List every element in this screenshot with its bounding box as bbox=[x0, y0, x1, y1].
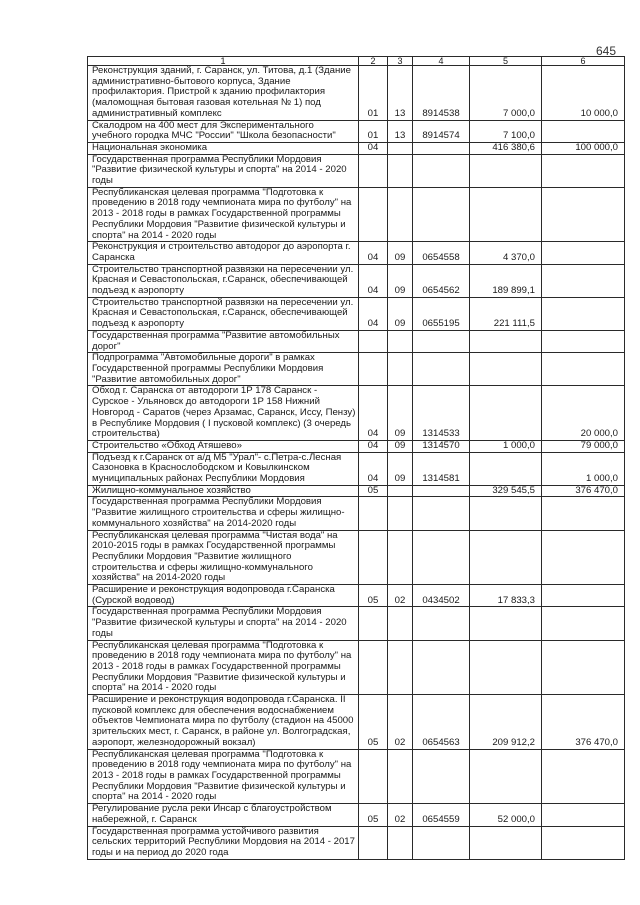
subsection-code-cell bbox=[388, 154, 413, 187]
table-row bbox=[88, 804, 625, 826]
section-code-cell bbox=[359, 353, 388, 386]
amount-2014-cell: 7 000,0 bbox=[470, 66, 542, 121]
section-code-cell: 05 bbox=[359, 695, 388, 750]
amount-2015-cell bbox=[542, 804, 625, 826]
target-code-cell bbox=[413, 749, 470, 804]
subsection-code-cell bbox=[388, 142, 413, 154]
amount-2014-cell bbox=[470, 386, 542, 441]
section-code-cell: 04 bbox=[359, 452, 388, 485]
row-name-cell: Подъезд к г.Саранск от а/д М5 "Урал"- с.Петра-с.Лесная Сазоновка в Краснослободском и Ковылкинском муниципальных районах Республики Мордовия bbox=[88, 452, 359, 485]
amount-2015-cell bbox=[542, 607, 625, 640]
row-name-cell: Республиканская целевая программа "Чистая вода" на 2010-2015 годы в рамках Государственной программы Республики Мордовия "Развитие жилищного строительства и сферы жилищно-коммунального хозяйства" на 2014-2020 годы bbox=[88, 530, 359, 585]
table-row bbox=[88, 142, 625, 154]
table-row bbox=[88, 530, 625, 585]
amount-2014-cell: 221 111,5 bbox=[470, 297, 542, 330]
row-name-cell: Государственная программа Республики Мордовия "Развитие физической культуры и спорта" на 2014 - 2020 годы bbox=[88, 154, 359, 187]
subsection-code-cell bbox=[388, 530, 413, 585]
amount-2015-cell bbox=[542, 154, 625, 187]
table-row bbox=[88, 440, 625, 452]
section-code-cell: 04 bbox=[359, 440, 388, 452]
table-row bbox=[88, 187, 625, 242]
table-row bbox=[88, 264, 625, 297]
target-code-cell: 0654563 bbox=[413, 695, 470, 750]
subsection-code-cell bbox=[388, 187, 413, 242]
target-code-cell bbox=[413, 330, 470, 352]
subsection-code-cell bbox=[388, 826, 413, 859]
table-row bbox=[88, 497, 625, 530]
amount-2014-cell bbox=[470, 452, 542, 485]
amount-2014-cell bbox=[470, 497, 542, 530]
table-row bbox=[88, 66, 625, 121]
row-name-cell: Регулирование русла реки Инсар с благоустройством набережной, г. Саранск bbox=[88, 804, 359, 826]
amount-2014-cell: 329 545,5 bbox=[470, 485, 542, 497]
amount-2014-cell bbox=[470, 826, 542, 859]
target-code-cell bbox=[413, 485, 470, 497]
amount-2015-cell: 79 000,0 bbox=[542, 440, 625, 452]
row-name-cell: Реконструкция зданий, г. Саранск, ул. Титова, д.1 (Здание административно-бытового корпуса, Здание профилактория. Пристрой к зданию профилактория (маломощная бытовая газовая котельная № 1) под административный комплекс bbox=[88, 66, 359, 121]
target-code-cell bbox=[413, 497, 470, 530]
subsection-code-cell: 09 bbox=[388, 264, 413, 297]
row-name-cell: Национальная экономика bbox=[88, 142, 359, 154]
row-name-cell: Строительство транспортной развязки на пересечении ул. Красная и Севастопольская, г.Саранск, обеспечивающей подъезд к аэропорту bbox=[88, 264, 359, 297]
amount-2015-cell bbox=[542, 749, 625, 804]
row-name-cell: Республиканская целевая программа "Подготовка к проведению в 2018 году чемпионата мира по футболу" на 2013 - 2018 годы в рамках Государственной программы Республики Мордовия "Развитие физической культуры и спорта" на 2014 - 2020 годы bbox=[88, 187, 359, 242]
table-row bbox=[88, 749, 625, 804]
column-header: 3 bbox=[388, 57, 413, 66]
table-row bbox=[88, 826, 625, 859]
table-row bbox=[88, 297, 625, 330]
table-row bbox=[88, 120, 625, 142]
row-name-cell: Строительство транспортной развязки на пересечении ул. Красная и Севастопольская, г.Саранск, обеспечивающей подъезд к аэропорту bbox=[88, 297, 359, 330]
subsection-code-cell: 02 bbox=[388, 585, 413, 607]
amount-2015-cell: 10 000,0 bbox=[542, 66, 625, 121]
column-header: 6 bbox=[542, 57, 625, 66]
amount-2015-cell bbox=[542, 330, 625, 352]
amount-2015-cell bbox=[542, 297, 625, 330]
target-code-cell bbox=[413, 530, 470, 585]
subsection-code-cell: 09 bbox=[388, 452, 413, 485]
section-code-cell: 01 bbox=[359, 66, 388, 121]
amount-2014-cell bbox=[470, 187, 542, 242]
row-name-cell: Республиканская целевая программа "Подготовка к проведению в 2018 году чемпионата мира по футболу" на 2013 - 2018 годы в рамках Государственной программы Республики Мордовия "Развитие физической культуры и спорта" на 2014 - 2020 годы bbox=[88, 749, 359, 804]
target-code-cell bbox=[413, 154, 470, 187]
subsection-code-cell: 02 bbox=[388, 804, 413, 826]
subsection-code-cell bbox=[388, 330, 413, 352]
amount-2015-cell bbox=[542, 826, 625, 859]
row-name-cell: Государственная программа Республики Мордовия "Развитие жилищного строительства и сферы жилищно-коммунального хозяйства" на 2014-2020 годы bbox=[88, 497, 359, 530]
target-code-cell: 1314533 bbox=[413, 386, 470, 441]
section-code-cell: 05 bbox=[359, 485, 388, 497]
row-name-cell: Жилищно-коммунальное хозяйство bbox=[88, 485, 359, 497]
row-name-cell: Расширение и реконструкция водопровода г.Саранска (Сурской водовод) bbox=[88, 585, 359, 607]
column-header: 2 bbox=[359, 57, 388, 66]
row-name-cell: Расширение и реконструкция водопровода г.Саранска. II пусковой комплекс для обеспечения водоснабжением объектов Чемпионата мира по футболу (стадион на 45000 зрительских мест, г. Саранск, в районе ул. Волгоградская, аэропорт, железнодорожный вокзал) bbox=[88, 695, 359, 750]
subsection-code-cell: 09 bbox=[388, 440, 413, 452]
page-number: 645 bbox=[596, 44, 617, 58]
column-header: 5 bbox=[470, 57, 542, 66]
amount-2015-cell bbox=[542, 264, 625, 297]
subsection-code-cell: 09 bbox=[388, 297, 413, 330]
row-name-cell: Реконструкция и строительство автодорог до аэропорта г. Саранска bbox=[88, 242, 359, 264]
subsection-code-cell: 09 bbox=[388, 386, 413, 441]
amount-2014-cell: 209 912,2 bbox=[470, 695, 542, 750]
section-code-cell bbox=[359, 749, 388, 804]
target-code-cell bbox=[413, 640, 470, 695]
row-name-cell: Государственная программа устойчивого развития сельских территорий Республики Мордовия на 2014 - 2017 годы и на период до 2020 года bbox=[88, 826, 359, 859]
subsection-code-cell: 09 bbox=[388, 242, 413, 264]
section-code-cell bbox=[359, 826, 388, 859]
table-row bbox=[88, 452, 625, 485]
amount-2015-cell bbox=[542, 585, 625, 607]
table-row bbox=[88, 585, 625, 607]
section-code-cell: 04 bbox=[359, 242, 388, 264]
subsection-code-cell: 13 bbox=[388, 66, 413, 121]
subsection-code-cell bbox=[388, 640, 413, 695]
target-code-cell: 1314581 bbox=[413, 452, 470, 485]
table-header-row bbox=[88, 57, 625, 66]
amount-2014-cell: 4 370,0 bbox=[470, 242, 542, 264]
table-row bbox=[88, 242, 625, 264]
amount-2014-cell bbox=[470, 353, 542, 386]
section-code-cell bbox=[359, 497, 388, 530]
target-code-cell: 0654562 bbox=[413, 264, 470, 297]
row-name-cell: Подпрограмма "Автомобильные дороги" в рамках Государственной программы Республики Мордовия "Развитие автомобильных дорог" bbox=[88, 353, 359, 386]
budget-table bbox=[87, 56, 625, 860]
row-name-cell: Строительство «Обход Атяшево» bbox=[88, 440, 359, 452]
subsection-code-cell bbox=[388, 485, 413, 497]
column-header: 4 bbox=[413, 57, 470, 66]
subsection-code-cell bbox=[388, 497, 413, 530]
row-name-cell: Обход г. Саранска от автодороги 1Р 178 Саранск - Сурское - Ульяновск до автодороги 1Р 158 Нижний Новгород - Саратов (через Арзамас, Саранск, Иссу, Пензу) в Республике Мордовия ( I пусковой комплекс) (3 очередь строительства) bbox=[88, 386, 359, 441]
target-code-cell bbox=[413, 187, 470, 242]
target-code-cell: 1314570 bbox=[413, 440, 470, 452]
row-name-cell: Государственная программа "Развитие автомобильных дорог" bbox=[88, 330, 359, 352]
amount-2015-cell bbox=[542, 187, 625, 242]
amount-2015-cell bbox=[542, 497, 625, 530]
section-code-cell: 04 bbox=[359, 264, 388, 297]
subsection-code-cell: 13 bbox=[388, 120, 413, 142]
target-code-cell bbox=[413, 607, 470, 640]
amount-2014-cell bbox=[470, 154, 542, 187]
column-header: 1 bbox=[88, 57, 359, 66]
table-row bbox=[88, 154, 625, 187]
target-code-cell bbox=[413, 353, 470, 386]
target-code-cell bbox=[413, 826, 470, 859]
target-code-cell: 8914538 bbox=[413, 66, 470, 121]
section-code-cell bbox=[359, 187, 388, 242]
amount-2014-cell bbox=[470, 530, 542, 585]
table-row bbox=[88, 695, 625, 750]
section-code-cell bbox=[359, 607, 388, 640]
amount-2015-cell: 376 470,0 bbox=[542, 695, 625, 750]
table-row bbox=[88, 607, 625, 640]
amount-2014-cell bbox=[470, 607, 542, 640]
amount-2014-cell: 7 100,0 bbox=[470, 120, 542, 142]
target-code-cell: 0654558 bbox=[413, 242, 470, 264]
amount-2015-cell bbox=[542, 120, 625, 142]
section-code-cell: 04 bbox=[359, 297, 388, 330]
table-row bbox=[88, 640, 625, 695]
subsection-code-cell bbox=[388, 353, 413, 386]
table-row bbox=[88, 386, 625, 441]
section-code-cell: 05 bbox=[359, 585, 388, 607]
table-row bbox=[88, 353, 625, 386]
table-row bbox=[88, 330, 625, 352]
section-code-cell: 05 bbox=[359, 804, 388, 826]
amount-2015-cell bbox=[542, 242, 625, 264]
amount-2015-cell bbox=[542, 353, 625, 386]
amount-2015-cell: 376 470,0 bbox=[542, 485, 625, 497]
target-code-cell: 8914574 bbox=[413, 120, 470, 142]
amount-2014-cell: 1 000,0 bbox=[470, 440, 542, 452]
row-name-cell: Государственная программа Республики Мордовия "Развитие физической культуры и спорта" на 2014 - 2020 годы bbox=[88, 607, 359, 640]
subsection-code-cell: 02 bbox=[388, 695, 413, 750]
amount-2015-cell bbox=[542, 530, 625, 585]
amount-2015-cell: 100 000,0 bbox=[542, 142, 625, 154]
section-code-cell bbox=[359, 330, 388, 352]
amount-2014-cell bbox=[470, 749, 542, 804]
section-code-cell bbox=[359, 530, 388, 585]
target-code-cell bbox=[413, 142, 470, 154]
amount-2014-cell bbox=[470, 640, 542, 695]
section-code-cell: 01 bbox=[359, 120, 388, 142]
target-code-cell: 0655195 bbox=[413, 297, 470, 330]
row-name-cell: Скалодром на 400 мест для Экспериментального учебного городка МЧС "России" "Школа безопасности" bbox=[88, 120, 359, 142]
section-code-cell bbox=[359, 154, 388, 187]
section-code-cell bbox=[359, 640, 388, 695]
amount-2014-cell: 17 833,3 bbox=[470, 585, 542, 607]
section-code-cell: 04 bbox=[359, 142, 388, 154]
table-row bbox=[88, 485, 625, 497]
subsection-code-cell bbox=[388, 749, 413, 804]
amount-2014-cell: 52 000,0 bbox=[470, 804, 542, 826]
target-code-cell: 0654559 bbox=[413, 804, 470, 826]
target-code-cell: 0434502 bbox=[413, 585, 470, 607]
row-name-cell: Республиканская целевая программа "Подготовка к проведению в 2018 году чемпионата мира по футболу" на 2013 - 2018 годы в рамках Государственной программы Республики Мордовия "Развитие физической культуры и спорта" на 2014 - 2020 годы bbox=[88, 640, 359, 695]
section-code-cell: 04 bbox=[359, 386, 388, 441]
subsection-code-cell bbox=[388, 607, 413, 640]
amount-2015-cell: 20 000,0 bbox=[542, 386, 625, 441]
amount-2014-cell: 416 380,6 bbox=[470, 142, 542, 154]
amount-2015-cell: 1 000,0 bbox=[542, 452, 625, 485]
amount-2015-cell bbox=[542, 640, 625, 695]
amount-2014-cell: 189 899,1 bbox=[470, 264, 542, 297]
amount-2014-cell bbox=[470, 330, 542, 352]
